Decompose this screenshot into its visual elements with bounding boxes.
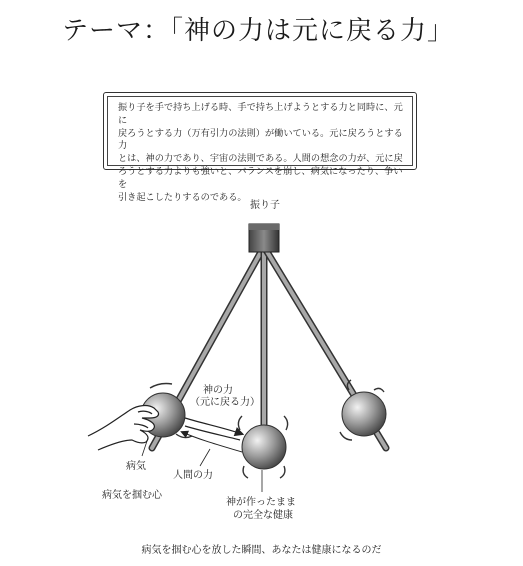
human-power-label: 人間の力 xyxy=(173,470,213,481)
bottom-caption: 病気を掴む心を放した瞬間、あなたは健康になるのだ xyxy=(141,545,382,556)
gods-power-sub-label: （元に戻る力） xyxy=(190,397,260,408)
perfect-health-label: 神が作ったまま xyxy=(226,497,296,508)
perfect-health-sub-label: の完全な健康 xyxy=(233,510,293,521)
illness-label: 病気 xyxy=(126,461,146,472)
gods-power-arrow xyxy=(185,418,242,434)
pendulum-label: 振り子 xyxy=(250,200,280,211)
grasping-mind-label: 病気を掴む心 xyxy=(102,490,162,501)
human-power-leader xyxy=(200,449,210,466)
gods-power-label: 神の力 xyxy=(203,385,233,396)
ball-right xyxy=(342,392,386,436)
page-title: テーマ：「神の力は元に戻る力」 xyxy=(62,16,455,46)
ball-center xyxy=(242,425,286,469)
hand-icon xyxy=(88,406,159,450)
explanation-text: 振り子を手で持ち上げる時、手で持ち上げようとする力と同時に、元に 戻ろうとする力（万有引力の法則）が働いている。元に戻ろうとする力 とは、神の力であり、宇宙の法則である。人間の想念の力が、元に戻 ろうとする力よりも強いと、バランスを崩し、病気になったり、争いを 引き起こしたりするのである。 xyxy=(118,102,403,203)
human-power-arrow xyxy=(182,432,242,452)
